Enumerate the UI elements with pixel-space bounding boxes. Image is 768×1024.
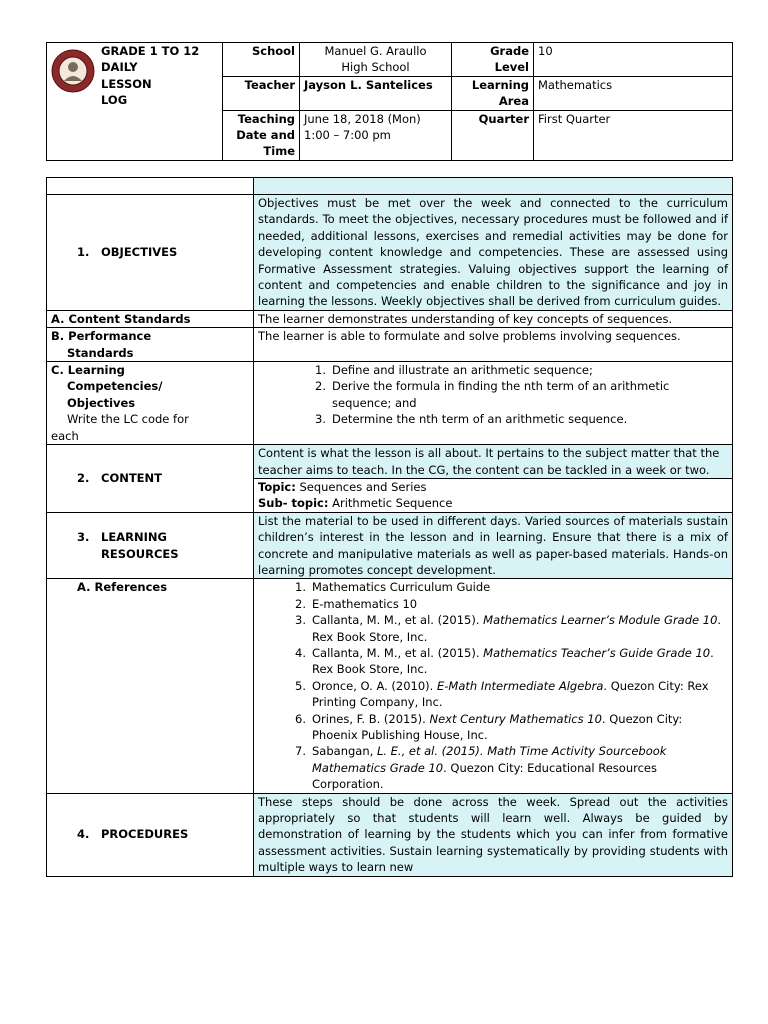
item-text [312, 596, 728, 612]
reference-item [284, 678, 728, 711]
section-title: PROCEDURES [101, 827, 189, 842]
list-item [304, 411, 728, 427]
label-line: each [51, 428, 79, 443]
school-label: School [223, 43, 300, 77]
references-label: A. References [47, 579, 254, 793]
reference-item [284, 711, 728, 744]
resources-heading [47, 512, 254, 579]
content-standards-row [47, 310, 733, 327]
ref-author: Callanta, M. M., et al. (2015). [312, 613, 484, 628]
references-list [254, 579, 733, 793]
date-line: June 18, 2018 (Mon) [304, 111, 421, 126]
ref-author: Callanta, M. M., et al. (2015). [312, 645, 484, 660]
content-text: Content is what the lesson is all about. It pertains to the subject matter that the teacher aims to teach. In the CG, the content can be tackled in a week or two. [254, 445, 733, 479]
ref-publisher: . Rex Book Store, Inc. [312, 613, 722, 644]
label-line: B. Performance [51, 329, 152, 344]
item-text: Define and illustrate an arithmetic sequence; [332, 363, 593, 378]
reference-item [284, 645, 728, 678]
reference-item [284, 579, 728, 595]
label-line: Write the LC code for [67, 412, 189, 427]
objectives-row [47, 195, 733, 311]
procedures-row [47, 793, 733, 876]
item-number: 6. [295, 711, 306, 726]
item-number: 2. [315, 379, 326, 394]
grade-level-label [452, 43, 534, 77]
ref-author: Mathematics Curriculum Guide [312, 580, 491, 595]
item-number: 3. [295, 613, 306, 628]
list-item [304, 362, 728, 378]
label-line: Objectives [67, 395, 136, 410]
ref-publisher: . Rex Book Store, Inc. [312, 645, 714, 677]
list-item [304, 378, 728, 411]
dll-title-line: LOG [101, 93, 128, 108]
dll-title-cell [47, 43, 223, 161]
learning-area-value: Mathematics [534, 76, 733, 110]
item-text [312, 743, 728, 792]
ref-publisher: . Quezon City: Phoenix Publishing House, Inc. [312, 711, 683, 742]
section-title-line: LEARNING [101, 530, 167, 545]
teacher-label: Teacher [223, 76, 300, 110]
performance-standards-label [47, 328, 254, 362]
item-number: 4. [295, 645, 306, 660]
dll-title-line: LESSON [101, 76, 152, 91]
objectives-heading [47, 195, 254, 311]
resources-text: List the material to be used in different days. Varied sources of materials sustain children’s interest in the lesson and in learning. Ensure that there is a mix of concrete and manipulative materials as well as paper-based materials. Hands-on learning promotes concept development. [254, 512, 733, 579]
section-title: CONTENT [101, 471, 163, 486]
section-title [77, 529, 249, 545]
item-number: 1. [315, 363, 326, 378]
item-number: 7. [295, 744, 306, 759]
item-text [312, 711, 728, 744]
label-line: Competencies/ [67, 379, 163, 394]
item-number: 5. [295, 678, 306, 693]
time-line: 1:00 – 7:00 pm [304, 128, 391, 143]
header-table [46, 42, 733, 161]
item-text [312, 612, 728, 645]
ref-title: Next Century Mathematics 10 [429, 711, 602, 726]
dll-title-line: DAILY [101, 60, 138, 75]
references-row [47, 579, 733, 793]
section-number: 2. [77, 471, 90, 486]
performance-standards-text: The learner is able to formulate and solve problems involving sequences. [254, 328, 733, 362]
reference-item [284, 596, 728, 612]
objectives-text: Objectives must be met over the week and connected to the curriculum standards. To meet the objectives, necessary procedures must be followed and if needed, additional lessons, exercises and remedial activities may be done for developing content knowledge and competencies. These are assessed using Formative Assessment strategies. Valuing objectives support the learning of content and competencies and enable children to the significance and joy in learning the lessons. Weekly objectives shall be derived from curriculum guides. [254, 195, 733, 311]
subtopic-value: Arithmetic Sequence [328, 496, 453, 511]
item-text [312, 645, 728, 678]
topic-line [258, 479, 728, 495]
school-value [300, 43, 452, 77]
section-number: 1. [77, 245, 90, 260]
content-heading [47, 445, 254, 513]
competencies-list [254, 362, 733, 445]
area-label-line: Area [498, 94, 529, 109]
ref-title: E-Math Intermediate Algebra [436, 678, 604, 693]
content-row [47, 445, 733, 479]
resources-row [47, 512, 733, 579]
teacher-value: Jayson L. Santelices [300, 76, 452, 110]
grade-label-line: Grade [490, 44, 529, 58]
performance-standards-row [47, 328, 733, 362]
topic-cell [254, 478, 733, 512]
ref-title: Mathematics Learner’s Module Grade 10 [483, 613, 718, 628]
ref-author: Sabangan, [312, 744, 377, 759]
school-line: High School [341, 60, 410, 75]
content-standards-label: A. Content Standards [47, 310, 254, 327]
blank-cell [254, 178, 733, 195]
topic-label: Topic: [258, 479, 296, 494]
lesson-table [46, 177, 733, 877]
section-number: 3. [77, 530, 90, 545]
date-label-line: Teaching [237, 111, 295, 126]
grade-label-line: Level [494, 60, 529, 75]
competencies-label [47, 362, 254, 445]
ref-author: E-mathematics 10 [312, 596, 418, 611]
competencies-row [47, 362, 733, 445]
item-text: Determine the nth term of an arithmetic sequence. [332, 412, 628, 427]
dll-title-line: GRADE 1 TO 12 [101, 44, 200, 58]
item-text [312, 678, 728, 711]
learning-area-label [452, 76, 534, 110]
ref-publisher: . Quezon City: Educational Resources Corporation. [312, 760, 657, 792]
ref-author: Oronce, O. A. (2010). [312, 678, 437, 693]
section-title-line: RESOURCES [101, 546, 179, 561]
ref-author: Orines, F. B. (2015). [312, 711, 430, 726]
procedures-heading [47, 793, 254, 876]
content-standards-text: The learner demonstrates understanding of key concepts of sequences. [254, 310, 733, 327]
area-label-line: Learning [471, 77, 529, 92]
reference-item [284, 612, 728, 645]
subtopic-label: Sub- topic: [258, 496, 329, 511]
quarter-label: Quarter [452, 110, 534, 160]
date-label-line: Date and [236, 128, 295, 143]
procedures-text: These steps should be done across the week. Spread out the activities appropriately so that students will learn well. Always be guided by demonstration of learning by the students which you can infer from formative assessment activities. Sustain learning systematically by providing students with multiple ways to learn new [254, 793, 733, 876]
item-number: 1. [295, 580, 306, 595]
ref-publisher: . Quezon City: Rex Printing Company, Inc. [312, 678, 709, 710]
section-title: OBJECTIVES [101, 245, 178, 260]
ref-title: Mathematics Teacher’s Guide Grade 10 [483, 645, 711, 660]
school-line: Manuel G. Araullo [324, 44, 427, 58]
ref-title: L. E., et al. (2015). Math Time Activity Sourcebook Mathematics Grade 10 [312, 744, 667, 775]
label-line: Standards [67, 345, 134, 360]
grade-level-value: 10 [534, 43, 733, 77]
teaching-date-label [223, 110, 300, 160]
teaching-date-value [300, 110, 452, 160]
blank-cell [47, 178, 254, 195]
school-seal-icon [51, 49, 95, 93]
quarter-value: First Quarter [534, 110, 733, 160]
item-text [312, 579, 728, 595]
subtopic-line [258, 495, 728, 511]
reference-item [284, 743, 728, 792]
item-text: Derive the formula in finding the nth term of an arithmetic sequence; and [332, 379, 670, 410]
topic-value: Sequences and Series [295, 479, 427, 494]
item-number: 3. [315, 412, 326, 427]
item-number: 2. [295, 596, 306, 611]
blank-row [47, 178, 733, 195]
date-label-line: Time [263, 144, 295, 159]
label-line: C. Learning [51, 363, 125, 378]
section-number: 4. [77, 827, 90, 842]
